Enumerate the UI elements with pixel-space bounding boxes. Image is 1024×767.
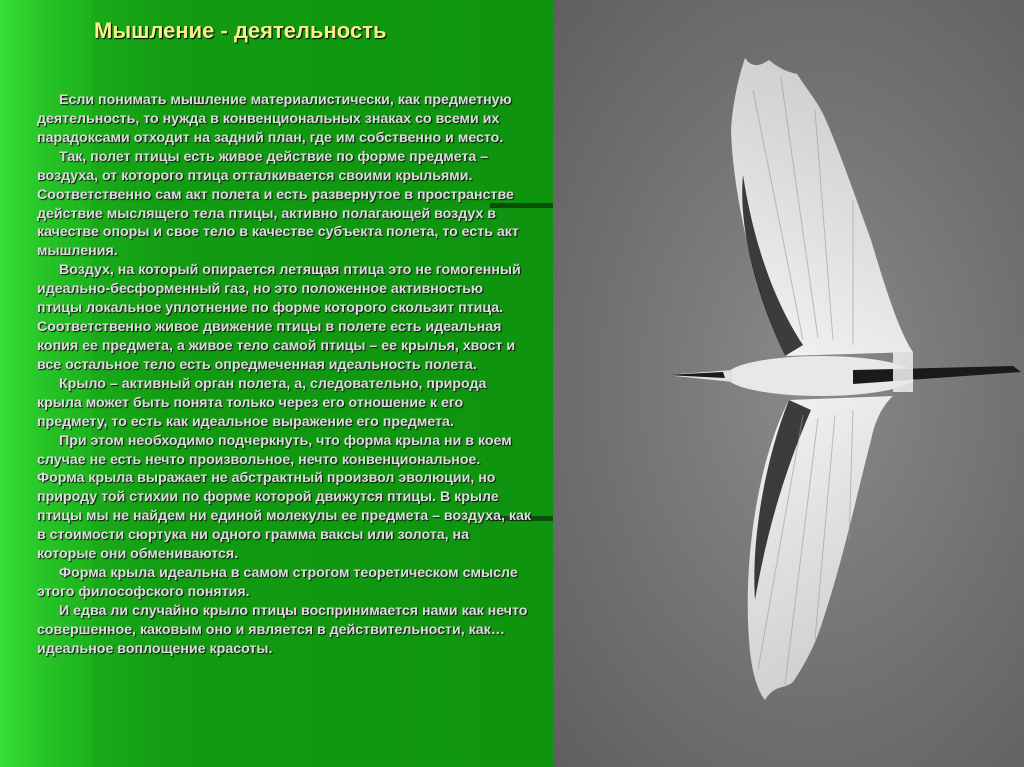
slide-title: Мышление - деятельность [94, 18, 387, 43]
paragraph: Если понимать мышление материалистически, как предметную деятельность, то нужда в конвенциональных знаках со всеми их парадоксами отходит на задний план, где им собственно и место. [37, 92, 512, 146]
body-text [37, 91, 531, 659]
paragraph: Форма крыла идеальна в самом строгом теоретическом смысле этого философского понятия. [37, 565, 518, 600]
bird-illustration [553, 0, 1024, 767]
paragraph: И едва ли случайно крыло птицы воспринимается нами как нечто совершенное, каковым оно и является в действительности, как… идеальное воплощение красоты. [37, 602, 528, 657]
paragraph: Так, полет птицы есть живое действие по форме предмета – воздуха, от которого птица отталкивается своими крыльями. Соответственно сам акт полета и есть развернутое в пространстве действие мыслящего тела птицы, активно полагающей воздух в качестве опоры и свое тело в качестве субъекта полета, то есть акт мышления. [37, 148, 519, 260]
paragraph: Воздух, на который опирается летящая птица это не гомогенный идеально-бесформенный газ, но это положенное активностью птицы локальное уплотнение по форме которого скользит птица. Соответственно живое движение птицы в полете есть идеальная копия ее предмета, а живое тело самой птицы – ее крылья, хвост и все остальное тело есть опредмеченная идеальность полета. [37, 262, 521, 373]
bird-photo [553, 0, 1024, 767]
paragraph: Крыло – активный орган полета, а, следовательно, природа крыла может быть понята только через его отношение к его предмету, то есть как идеальное выражение его предмета. [37, 375, 487, 430]
paragraph: При этом необходимо подчеркнуть, что форма крыла ни в коем случае не есть нечто произвольное, нечто конвенциональное. Форма крыла выражает не абстрактный произвол эволюции, но природу той стихии по форме которой движутся птицы. В крыле птицы мы не найдем ни единой молекулы ее предмета – воздуха, как в стоимости сюртука ни одного грамма ваксы или золота, на которые они обмениваются. [37, 432, 531, 563]
